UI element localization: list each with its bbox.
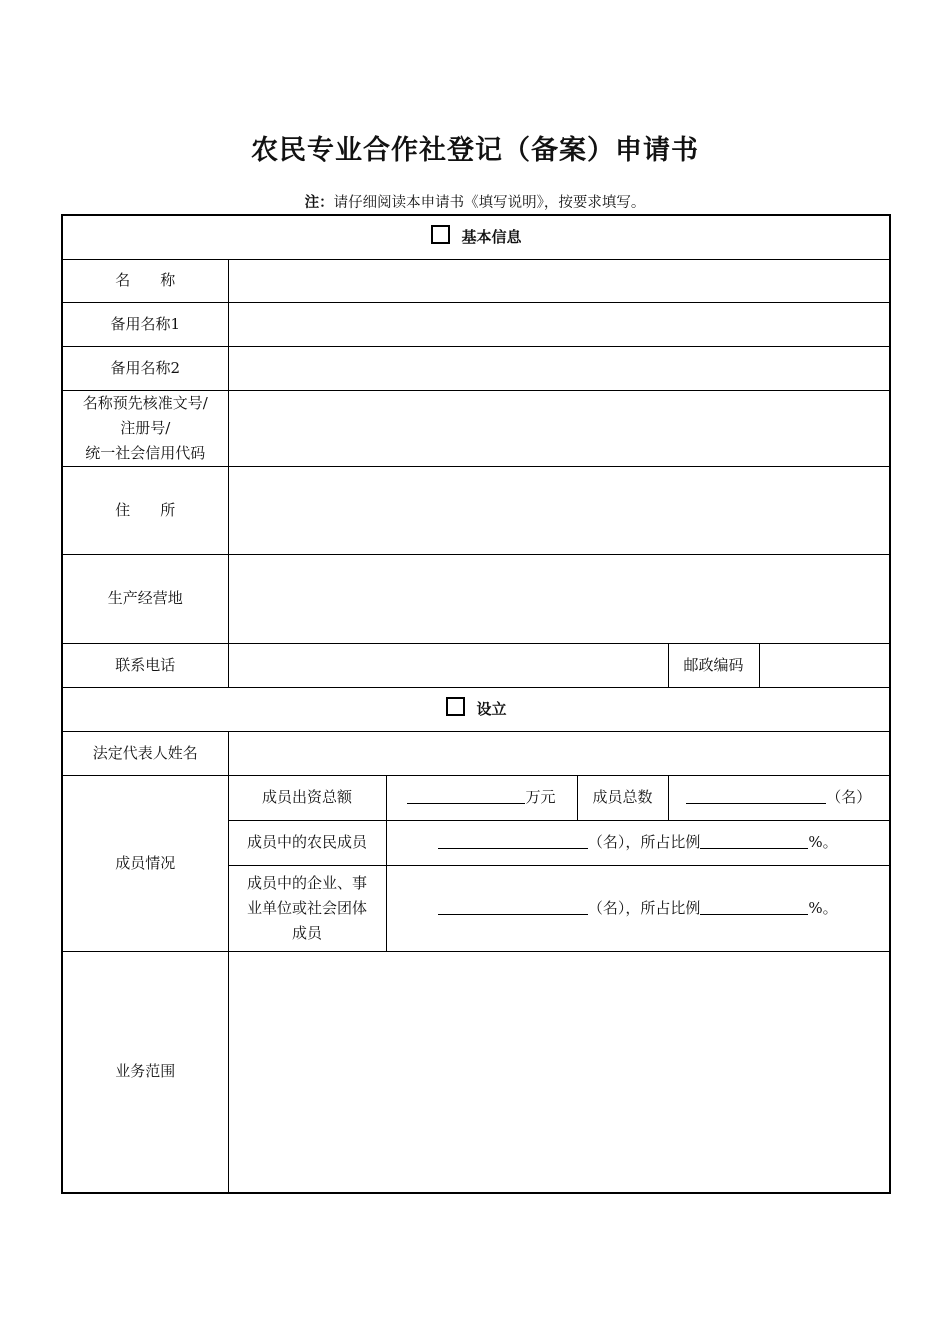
org-count-suffix: （名），所占比例 [587, 898, 701, 917]
instruction-note [0, 191, 950, 212]
label-name: 名 称 [62, 259, 228, 302]
section-establishment-label: 设立 [476, 699, 507, 718]
application-form [61, 214, 891, 1194]
label-registration-code-line3: 统一社会信用代码 [85, 443, 206, 462]
label-postal-code: 邮政编码 [668, 643, 759, 687]
label-phone: 联系电话 [62, 643, 228, 687]
field-alt-name-1[interactable] [228, 302, 890, 346]
label-business-scope: 业务范围 [62, 951, 228, 1193]
label-org-members [228, 865, 386, 951]
label-org-members-line3: 成员 [291, 923, 322, 942]
blank-org-ratio[interactable] [700, 898, 808, 915]
field-name[interactable] [228, 259, 890, 302]
label-production-site: 生产经营地 [62, 554, 228, 643]
field-farmer-members[interactable] [386, 820, 890, 865]
label-legal-representative: 法定代表人姓名 [62, 731, 228, 775]
label-member-capital: 成员出资总额 [228, 775, 386, 820]
field-legal-representative[interactable] [228, 731, 890, 775]
section-basic-info-label: 基本信息 [461, 227, 522, 246]
field-alt-name-2[interactable] [228, 346, 890, 390]
label-registration-code-line2: 注册号/ [120, 418, 171, 437]
section-establishment [62, 687, 890, 731]
label-member-total: 成员总数 [577, 775, 668, 820]
checkbox-establishment[interactable] [446, 697, 465, 716]
field-address[interactable] [228, 466, 890, 554]
blank-capital[interactable] [407, 787, 525, 804]
label-member-info: 成员情况 [62, 775, 228, 951]
field-business-scope[interactable] [228, 951, 890, 1193]
note-text: 请仔细阅读本申请书《填写说明》，按要求填写。 [333, 195, 646, 211]
label-org-members-line2: 业单位或社会团体 [246, 898, 367, 917]
blank-farmer-count[interactable] [438, 832, 588, 849]
label-registration-code [62, 390, 228, 466]
label-registration-code-line1: 名称预先核准文号/ [82, 393, 208, 412]
field-production-site[interactable] [228, 554, 890, 643]
label-org-members-line1: 成员中的企业、事 [246, 873, 367, 892]
farmer-count-suffix: （名），所占比例 [587, 833, 701, 851]
label-alt-name-2: 备用名称2 [62, 346, 228, 390]
unit-member-total: （名） [826, 788, 872, 806]
blank-member-total[interactable] [686, 787, 826, 804]
label-address: 住 所 [62, 466, 228, 554]
label-farmer-members: 成员中的农民成员 [228, 820, 386, 865]
field-phone[interactable] [228, 643, 668, 687]
page-title: 农民专业合作社登记（备案）申请书 [251, 135, 699, 166]
field-postal-code[interactable] [759, 643, 890, 687]
field-registration-code[interactable] [228, 390, 890, 466]
field-member-total[interactable] [668, 775, 890, 820]
blank-farmer-ratio[interactable] [700, 832, 808, 849]
field-org-members[interactable] [386, 865, 890, 951]
checkbox-basic-info[interactable] [431, 225, 450, 244]
org-ratio-percent: %。 [808, 898, 838, 917]
farmer-ratio-percent: %。 [808, 833, 838, 851]
section-basic-info [62, 215, 890, 259]
unit-capital: 万元 [525, 788, 556, 806]
field-member-capital[interactable] [386, 775, 577, 820]
blank-org-count[interactable] [438, 898, 588, 915]
note-prefix: 注： [304, 194, 334, 211]
label-alt-name-1: 备用名称1 [62, 302, 228, 346]
